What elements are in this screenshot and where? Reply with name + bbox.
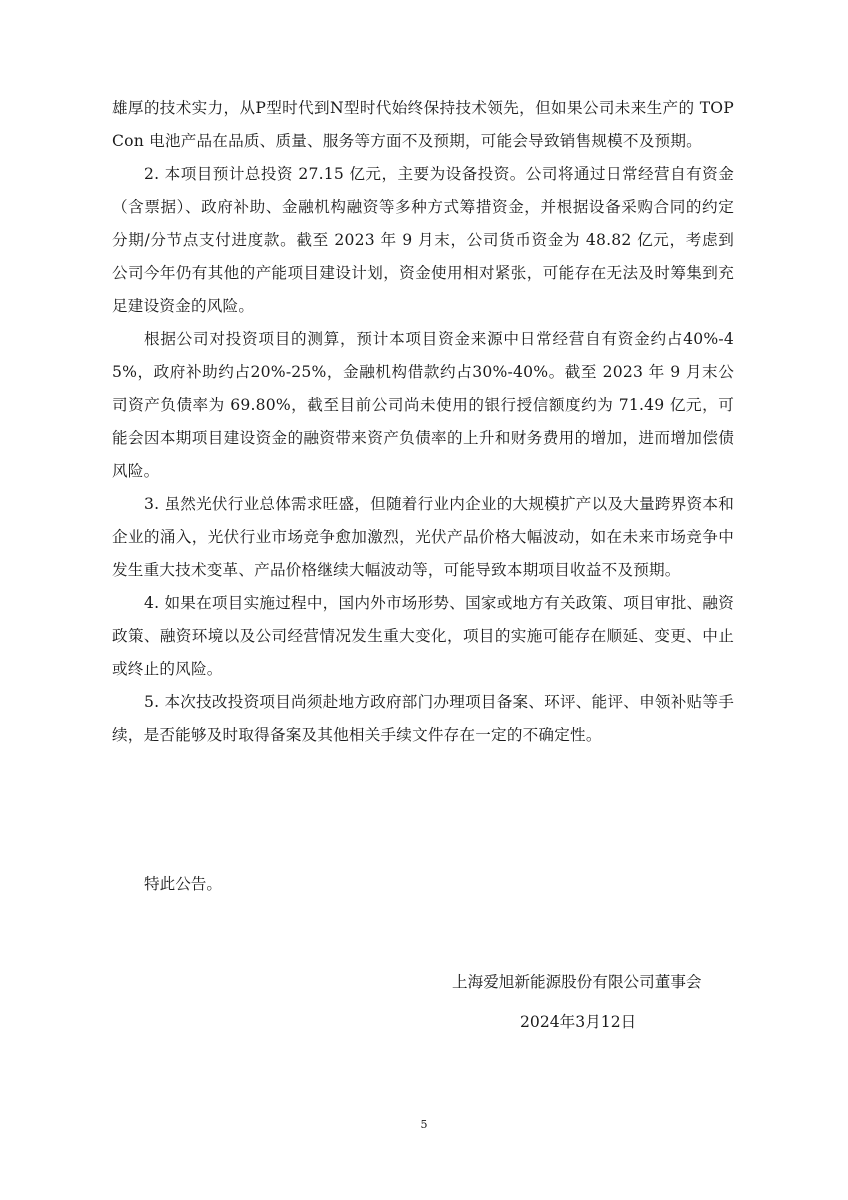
paragraph-item-4: 4. 如果在项目实施过程中，国内外市场形势、国家或地方有关政策、项目审批、融资政策、融资环境以及公司经营情况发生重大变化，项目的实施可能存在顺延、变更、中止或终止的风险。 bbox=[112, 594, 734, 678]
paragraph-continuation: 雄厚的技术实力，从P型时代到N型时代始终保持技术领先，但如果公司未来生产的 TOPCon 电池产品在品质、质量、服务等方面不及预期，可能会导致销售规模不及预期。 bbox=[112, 99, 734, 150]
signature-board: 上海爱旭新能源股份有限公司董事会 bbox=[452, 973, 702, 991]
paragraph-item-2: 2. 本项目预计总投资 27.15 亿元，主要为设备投资。公司将通过日常经营自有资金（含票据）、政府补助、金融机构融资等多种方式筹措资金，并根据设备采购合同的约定分期/分节点支付进度款。截至 2023 年 9 月末，公司货币资金为 48.82 亿元，考虑到公司今年仍有其他的产能项目建设计划，资金使用相对紧张，可能存在无法及时筹集到充足建设资金的风险。 bbox=[112, 165, 734, 315]
signature-date: 2024年3月12日 bbox=[520, 1013, 637, 1031]
paragraph-item-5: 5. 本次技改投资项目尚须赴地方政府部门办理项目备案、环评、能评、申领补贴等手续，是否能够及时取得备案及其他相关手续文件存在一定的不确定性。 bbox=[112, 693, 734, 744]
page-number: 5 bbox=[420, 1118, 428, 1131]
document-body bbox=[112, 92, 734, 752]
paragraph-item-3: 3. 虽然光伏行业总体需求旺盛，但随着行业内企业的大规模扩产以及大量跨界资本和企业的涌入，光伏行业市场竞争愈加激烈，光伏产品价格大幅波动，如在未来市场竞争中发生重大技术变革、产品价格继续大幅波动等，可能导致本期项目收益不及预期。 bbox=[112, 495, 734, 579]
paragraph-funding: 根据公司对投资项目的测算，预计本项目资金来源中日常经营自有资金约占40%-45%，政府补助约占20%-25%，金融机构借款约占30%-40%。截至 2023 年 9 月末公司资产负债率为 69.80%，截至目前公司尚未使用的银行授信额度约为 71.49 亿元，可能会因本期项目建设资金的融资带来资产负债率的上升和财务费用的增加，进而增加偿债风险。 bbox=[112, 330, 734, 480]
closing-statement: 特此公告。 bbox=[144, 875, 222, 893]
